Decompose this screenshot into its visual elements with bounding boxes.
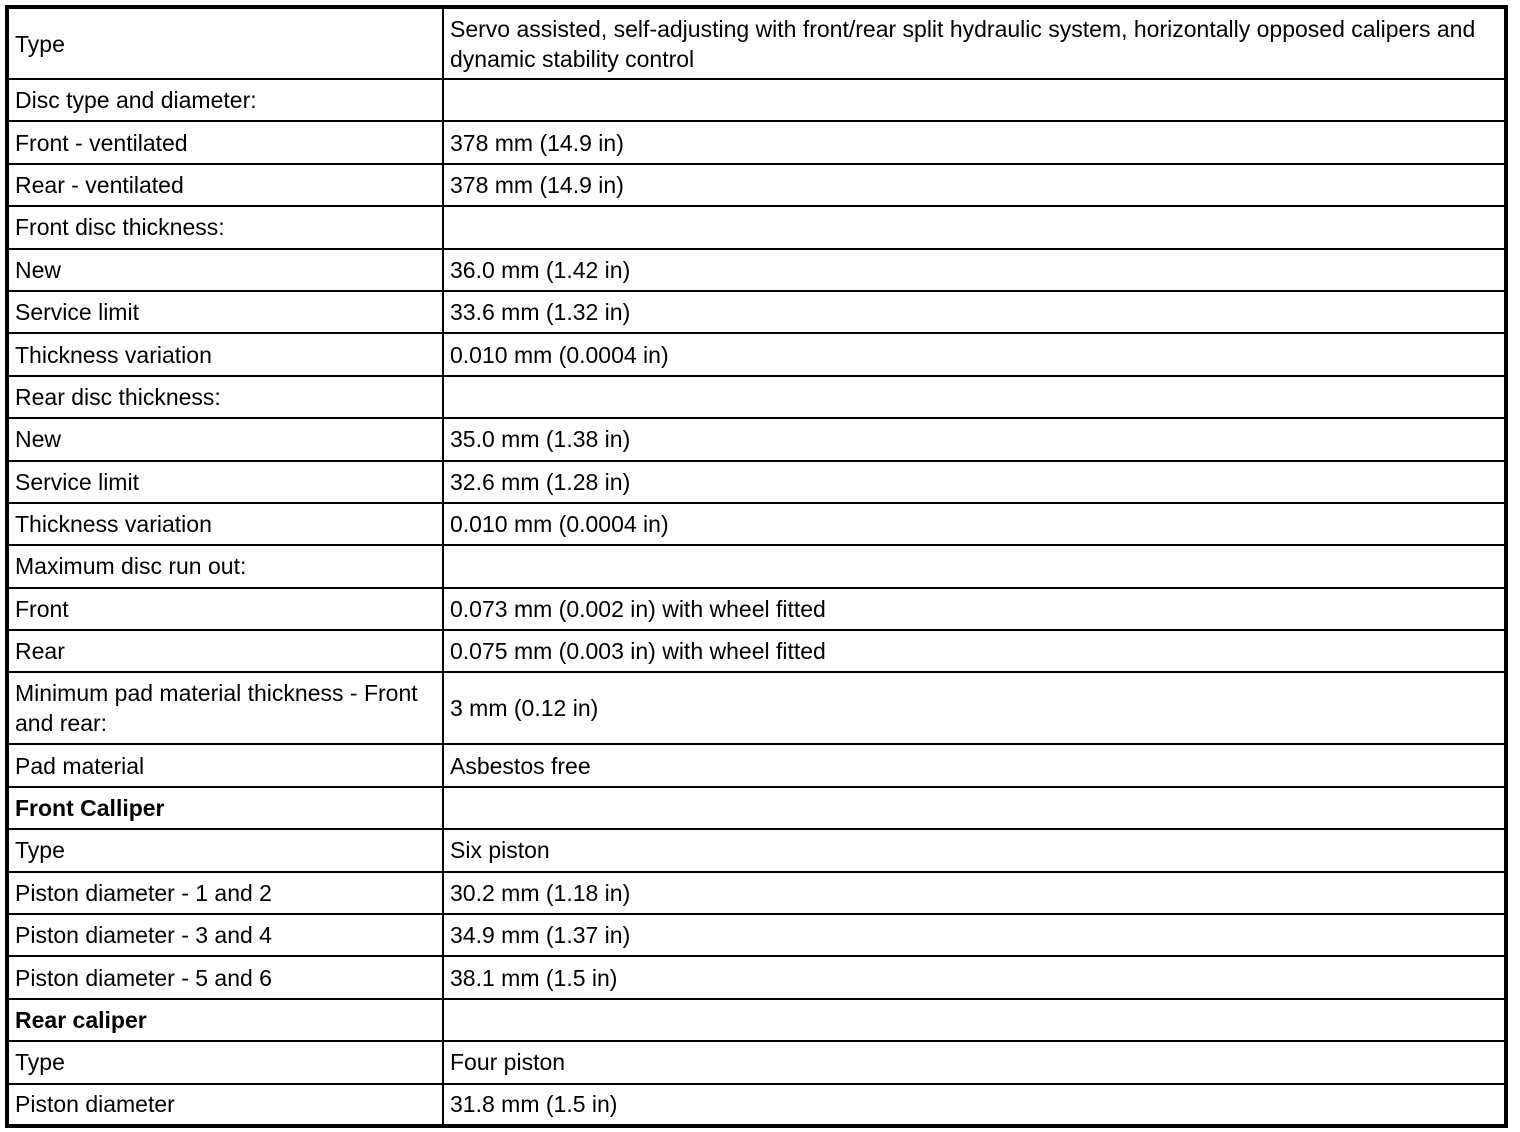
spec-label: Disc type and diameter: (7, 79, 443, 121)
spec-value: 0.010 mm (0.0004 in) (443, 503, 1506, 545)
spec-label: Rear - ventilated (7, 164, 443, 206)
section-heading-row (7, 787, 1506, 829)
spec-value: 3 mm (0.12 in) (443, 672, 1506, 744)
spec-value (443, 999, 1506, 1041)
section-heading: Rear caliper (7, 999, 443, 1041)
spec-label: Type (7, 1041, 443, 1083)
spec-value: Servo assisted, self-adjusting with front/rear split hydraulic system, horizontally opposed calipers and dynamic stability control (443, 7, 1506, 79)
spec-value (443, 545, 1506, 587)
spec-value: 36.0 mm (1.42 in) (443, 249, 1506, 291)
table-row (7, 1084, 1506, 1126)
spec-label: Rear disc thickness: (7, 376, 443, 418)
table-row (7, 672, 1506, 744)
table-row (7, 164, 1506, 206)
spec-value: 378 mm (14.9 in) (443, 164, 1506, 206)
spec-value: 35.0 mm (1.38 in) (443, 418, 1506, 460)
spec-value: 0.075 mm (0.003 in) with wheel fitted (443, 630, 1506, 672)
section-heading-row (7, 999, 1506, 1041)
spec-value: 378 mm (14.9 in) (443, 121, 1506, 163)
spec-value (443, 79, 1506, 121)
table-row (7, 376, 1506, 418)
spec-value (443, 376, 1506, 418)
spec-label: Front disc thickness: (7, 206, 443, 248)
spec-value: Asbestos free (443, 744, 1506, 786)
table-row (7, 914, 1506, 956)
spec-value: 38.1 mm (1.5 in) (443, 956, 1506, 998)
spec-value: 30.2 mm (1.18 in) (443, 872, 1506, 914)
table-row (7, 418, 1506, 460)
spec-label: Thickness variation (7, 333, 443, 375)
table-row (7, 333, 1506, 375)
spec-label: New (7, 418, 443, 460)
spec-label: Service limit (7, 461, 443, 503)
spec-label: Rear (7, 630, 443, 672)
brake-specifications-table (5, 5, 1508, 1128)
spec-label: Type (7, 7, 443, 79)
spec-label: Maximum disc run out: (7, 545, 443, 587)
table-row (7, 545, 1506, 587)
spec-value: 0.073 mm (0.002 in) with wheel fitted (443, 588, 1506, 630)
spec-label: Piston diameter - 1 and 2 (7, 872, 443, 914)
spec-label: Minimum pad material thickness - Front and rear: (7, 672, 443, 744)
table-row (7, 588, 1506, 630)
table-row (7, 291, 1506, 333)
spec-label: Front (7, 588, 443, 630)
spec-value (443, 787, 1506, 829)
spec-label: Piston diameter (7, 1084, 443, 1126)
table-row (7, 249, 1506, 291)
spec-value: 31.8 mm (1.5 in) (443, 1084, 1506, 1126)
spec-value: 32.6 mm (1.28 in) (443, 461, 1506, 503)
spec-label: Service limit (7, 291, 443, 333)
table-row (7, 1041, 1506, 1083)
table-row (7, 744, 1506, 786)
table-row (7, 956, 1506, 998)
spec-label: Pad material (7, 744, 443, 786)
spec-label: Type (7, 829, 443, 871)
spec-value: 34.9 mm (1.37 in) (443, 914, 1506, 956)
spec-value: Four piston (443, 1041, 1506, 1083)
spec-label: Front - ventilated (7, 121, 443, 163)
table-row (7, 461, 1506, 503)
spec-value: 0.010 mm (0.0004 in) (443, 333, 1506, 375)
spec-value: 33.6 mm (1.32 in) (443, 291, 1506, 333)
spec-label: New (7, 249, 443, 291)
table-row (7, 872, 1506, 914)
table-row (7, 121, 1506, 163)
spec-value: Six piston (443, 829, 1506, 871)
spec-label: Piston diameter - 5 and 6 (7, 956, 443, 998)
section-heading: Front Calliper (7, 787, 443, 829)
spec-label: Piston diameter - 3 and 4 (7, 914, 443, 956)
spec-label: Thickness variation (7, 503, 443, 545)
table-row (7, 630, 1506, 672)
table-row (7, 206, 1506, 248)
table-row (7, 503, 1506, 545)
table-row (7, 79, 1506, 121)
table-row (7, 829, 1506, 871)
table-row (7, 7, 1506, 79)
spec-value (443, 206, 1506, 248)
